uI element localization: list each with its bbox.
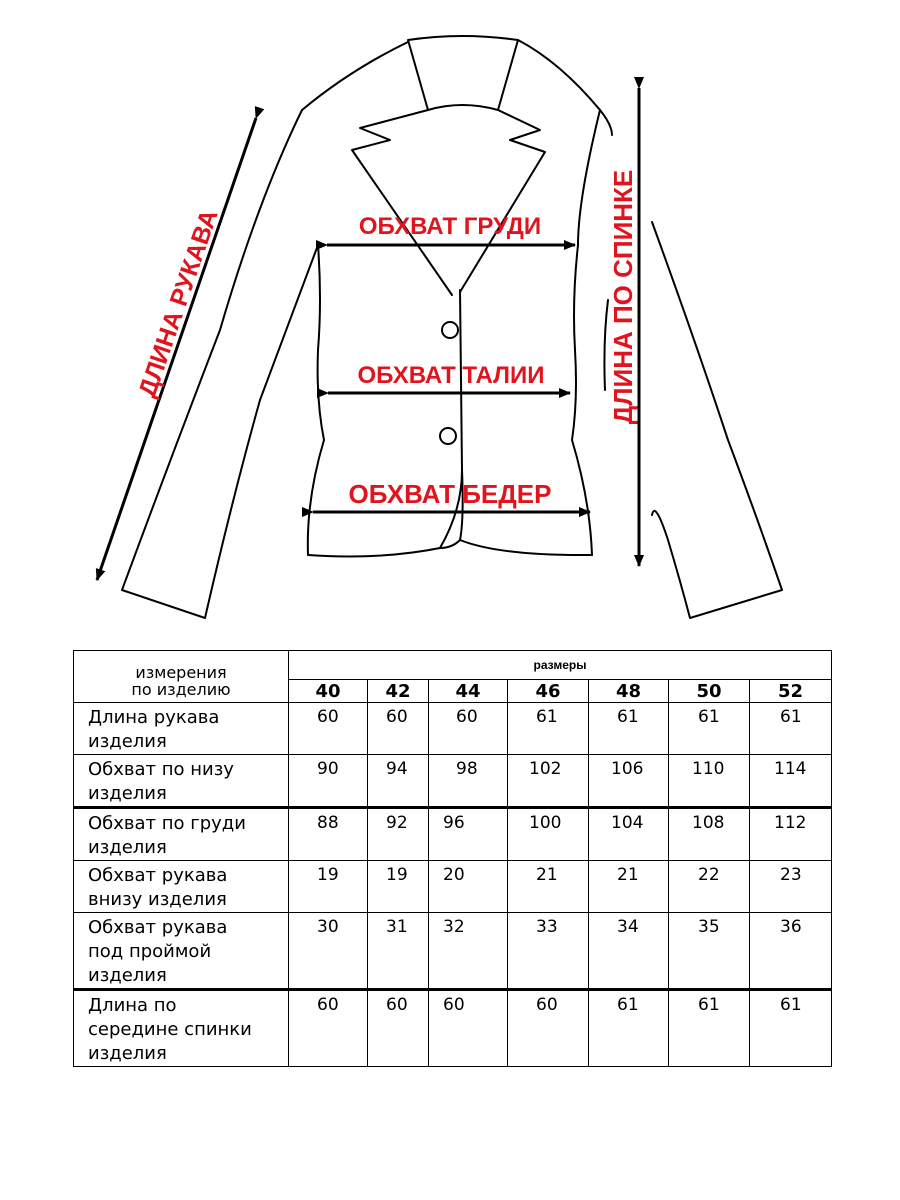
table-row xyxy=(74,861,832,913)
table-cell: 106 xyxy=(589,755,669,808)
row-label-line: изделия xyxy=(88,731,167,752)
table-cell: 98 xyxy=(429,755,508,808)
table-cell: 90 xyxy=(289,755,368,808)
table-row xyxy=(74,703,832,755)
table-cell: 114 xyxy=(750,755,832,808)
row-label-line: Обхват рукава xyxy=(88,917,228,938)
button-bottom xyxy=(440,428,456,444)
table-cell: 35 xyxy=(669,913,750,990)
table-cell: 61 xyxy=(508,703,589,755)
table-cell: 22 xyxy=(669,861,750,913)
measure-header xyxy=(74,651,289,703)
table-cell: 108 xyxy=(669,808,750,861)
table-cell: 19 xyxy=(289,861,368,913)
size-50: 50 xyxy=(669,680,750,703)
table-cell: 20 xyxy=(429,861,508,913)
measure-header-line: измерения xyxy=(135,663,227,682)
waist-label: ОБХВАТ ТАЛИИ xyxy=(357,362,545,389)
row-label xyxy=(74,861,289,913)
row-label-line: Длина по xyxy=(88,995,177,1016)
row-label-line: изделия xyxy=(88,965,167,986)
table-cell: 61 xyxy=(589,703,669,755)
table-cell: 21 xyxy=(508,861,589,913)
row-label xyxy=(74,913,289,990)
table-cell: 30 xyxy=(289,913,368,990)
table-cell: 60 xyxy=(289,703,368,755)
table-cell: 61 xyxy=(669,703,750,755)
table-cell: 100 xyxy=(508,808,589,861)
row-label-line: Обхват по груди xyxy=(88,813,246,834)
table-cell: 61 xyxy=(750,990,832,1067)
table-row xyxy=(74,990,832,1067)
table-cell: 19 xyxy=(368,861,429,913)
table-cell: 60 xyxy=(289,990,368,1067)
row-label-line: Обхват по низу xyxy=(88,759,234,780)
hips-label: ОБХВАТ БЕДЕР xyxy=(348,479,552,509)
table-cell: 32 xyxy=(429,913,508,990)
jacket-outline xyxy=(122,36,782,618)
row-label xyxy=(74,808,289,861)
table-row xyxy=(74,755,832,808)
table-cell: 60 xyxy=(508,990,589,1067)
row-label-line: внизу изделия xyxy=(88,889,227,910)
table-cell: 36 xyxy=(750,913,832,990)
size-40: 40 xyxy=(289,680,368,703)
table-cell: 61 xyxy=(669,990,750,1067)
table-cell: 60 xyxy=(368,990,429,1067)
row-label-line: под проймой xyxy=(88,941,212,962)
table-cell: 88 xyxy=(289,808,368,861)
measure-header-line: по изделию xyxy=(131,680,231,699)
table-cell: 21 xyxy=(589,861,669,913)
size-46: 46 xyxy=(508,680,589,703)
row-label-line: Обхват рукава xyxy=(88,865,228,886)
table-cell: 60 xyxy=(429,703,508,755)
table-cell: 23 xyxy=(750,861,832,913)
size-table xyxy=(73,650,832,1067)
size-48: 48 xyxy=(589,680,669,703)
table-cell: 61 xyxy=(750,703,832,755)
table-cell: 104 xyxy=(589,808,669,861)
size-44: 44 xyxy=(429,680,508,703)
size-52: 52 xyxy=(750,680,832,703)
row-label xyxy=(74,703,289,755)
table-cell: 92 xyxy=(368,808,429,861)
table-cell: 60 xyxy=(368,703,429,755)
row-label-line: изделия xyxy=(88,1043,167,1064)
row-label xyxy=(74,990,289,1067)
button-top xyxy=(442,322,458,338)
row-label-line: Длина рукава xyxy=(88,707,220,728)
table-cell: 33 xyxy=(508,913,589,990)
row-label-line: изделия xyxy=(88,837,167,858)
table-cell: 34 xyxy=(589,913,669,990)
table-cell: 102 xyxy=(508,755,589,808)
row-label-line: середине спинки xyxy=(88,1019,252,1040)
table-row xyxy=(74,913,832,990)
sizes-header: размеры xyxy=(289,651,832,680)
table-cell: 112 xyxy=(750,808,832,861)
row-label xyxy=(74,755,289,808)
table-cell: 60 xyxy=(429,990,508,1067)
sleeve-length-label: ДЛИНА РУКАВА xyxy=(133,205,224,401)
chest-label: ОБХВАТ ГРУДИ xyxy=(358,213,542,240)
table-row xyxy=(74,808,832,861)
table-cell: 94 xyxy=(368,755,429,808)
table-cell: 110 xyxy=(669,755,750,808)
row-label-line: изделия xyxy=(88,783,167,804)
back-length-label: ДЛИНА ПО СПИНКЕ xyxy=(608,169,638,425)
size-42: 42 xyxy=(368,680,429,703)
table-cell: 31 xyxy=(368,913,429,990)
table-cell: 61 xyxy=(589,990,669,1067)
table-cell: 96 xyxy=(429,808,508,861)
